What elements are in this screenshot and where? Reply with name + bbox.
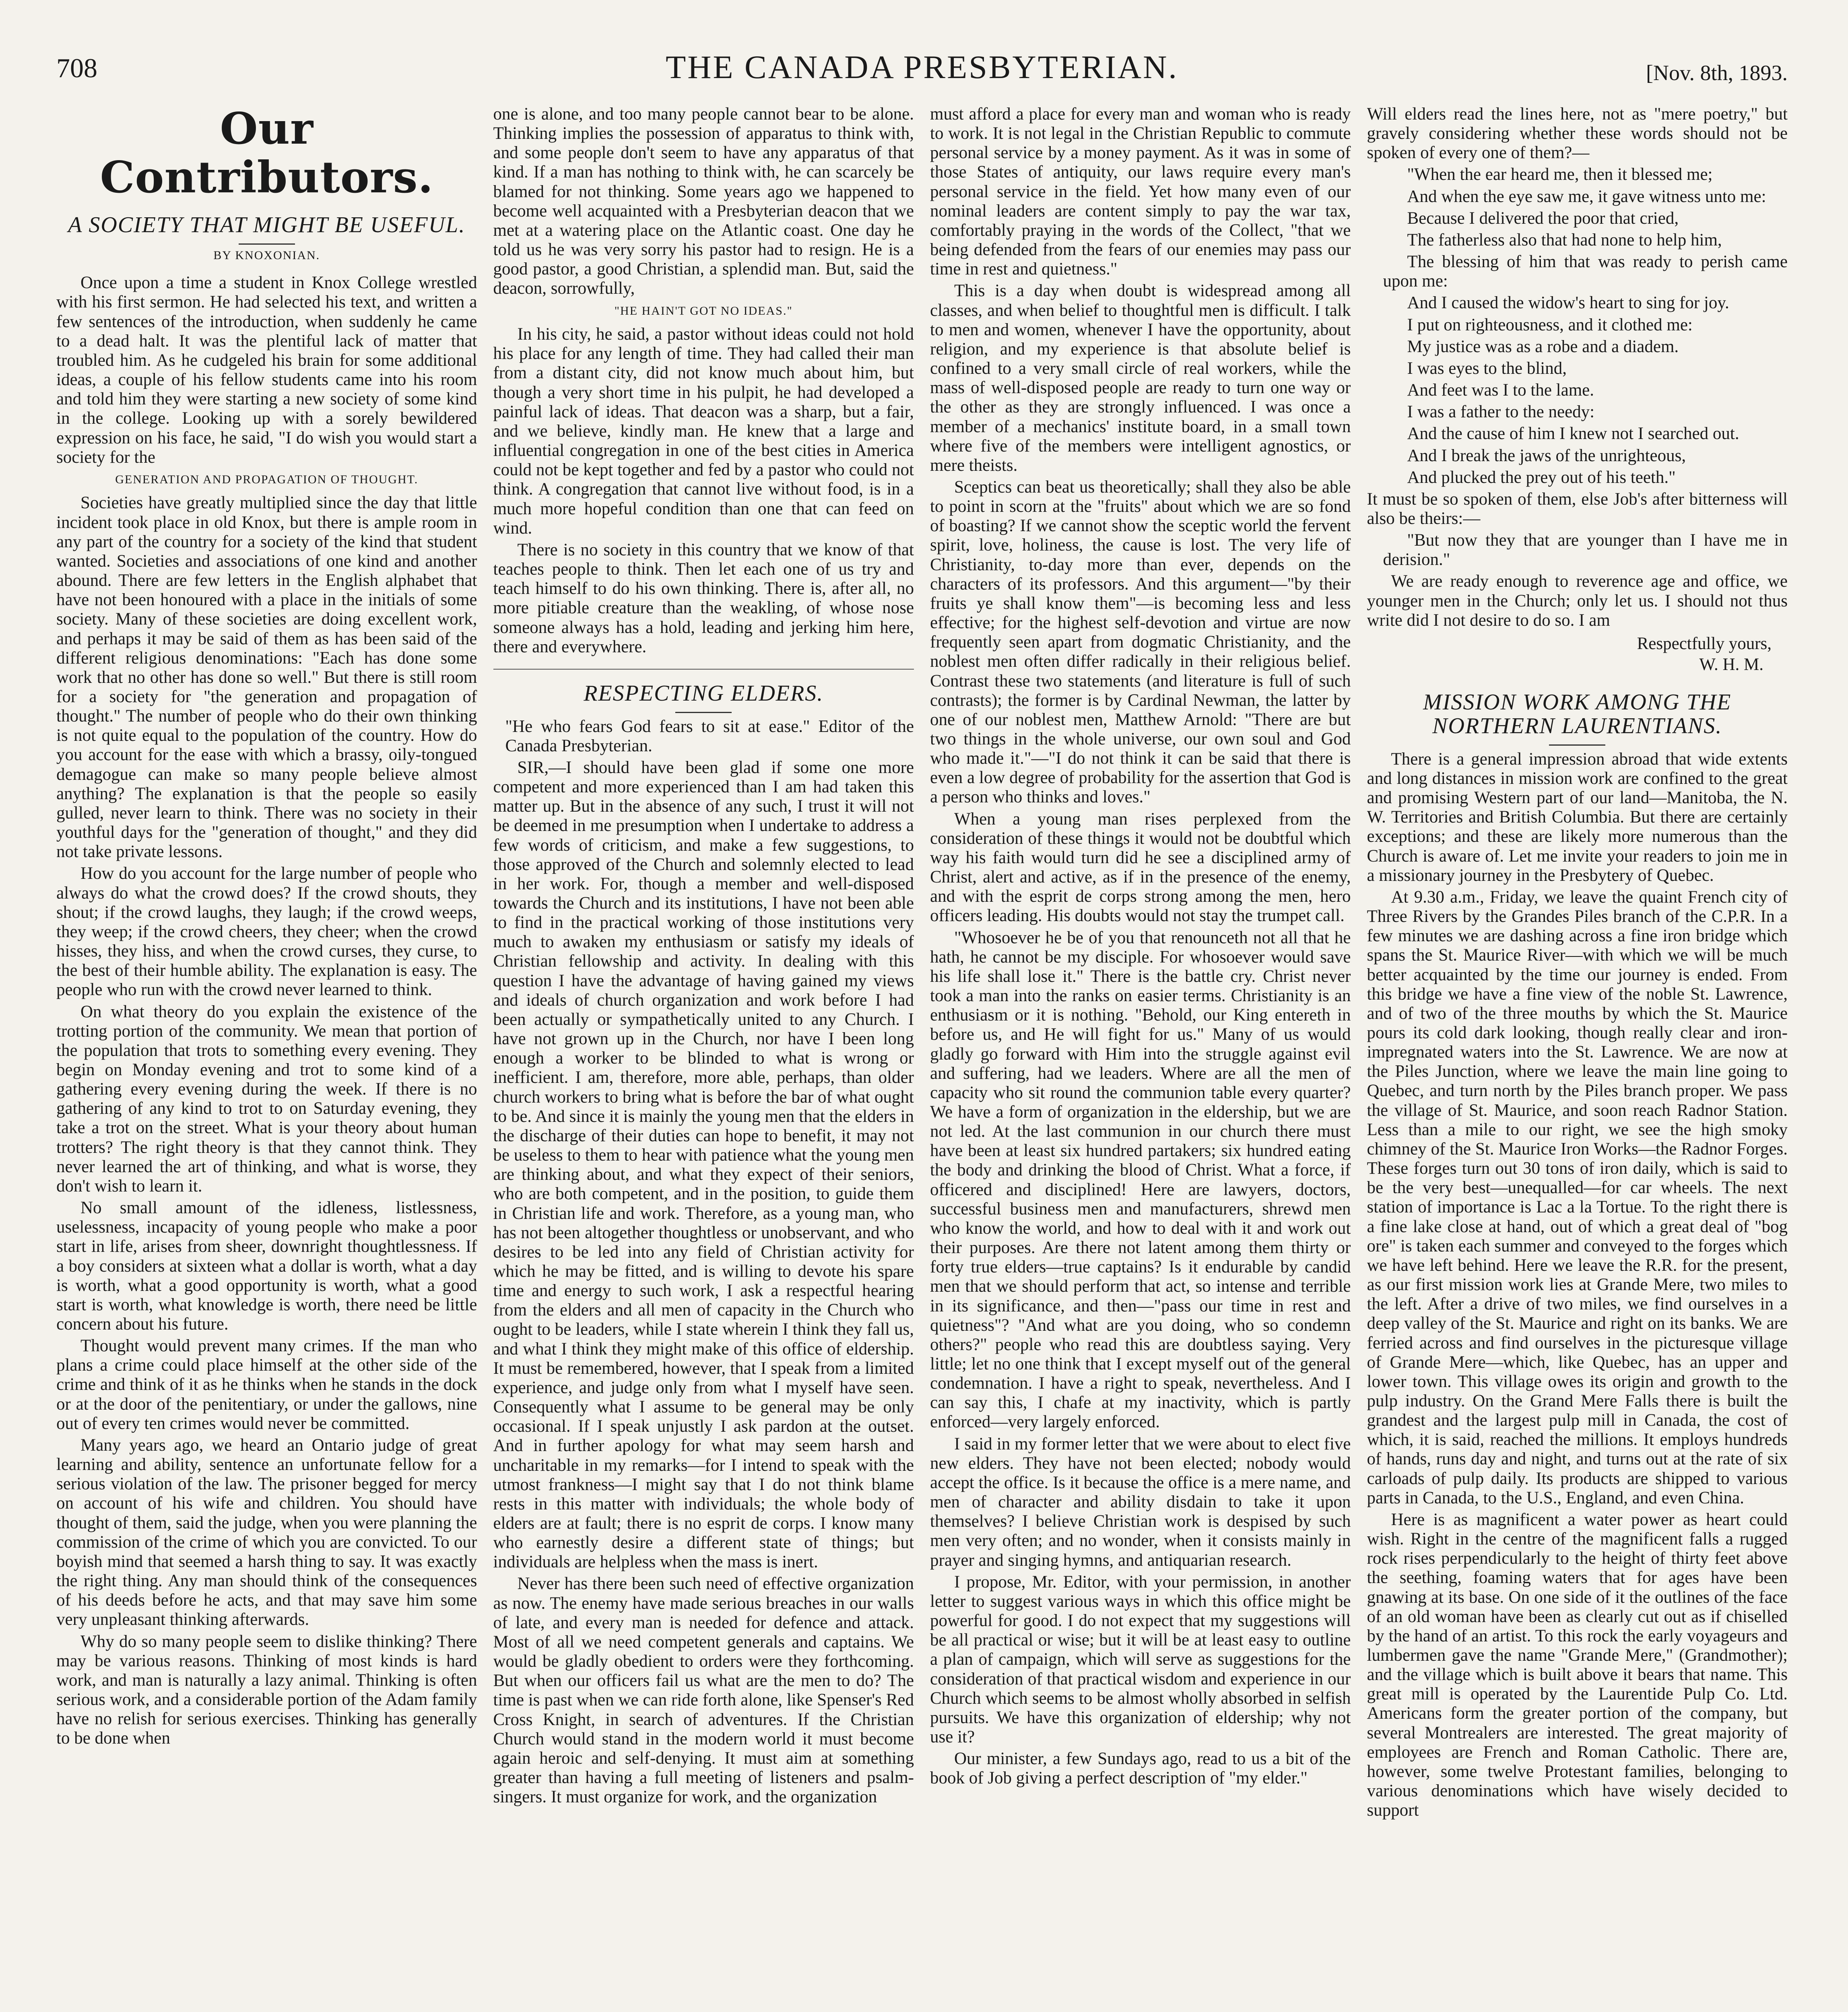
paragraph: one is alone, and too many people cannot bear to be alone. Thinking implies the possession of apparatus to think with, and some people don't seem to have any apparatus of that kind. If a man has nothing to think with, he can scarcely be blamed for not thinking. Some years ago we happened to become well acquainted with a Presbyterian deacon that we met at a watering place on the Atlantic coast. One day he told us he was very sorry his pastor had to resign. He is a good pastor, a good Christian, a splendid man. But, said the deacon, sorrowfully, bbox=[493, 105, 914, 298]
paragraph: There is no society in this country that we know of that teaches people to think. Then let each one of us try and teach himself to do his own thinking. There is, after all, no more pitiable creature than the weakling, of whose nose someone always has a hold, leading and jerking him here, there and everywhere. bbox=[493, 540, 914, 656]
column-3 bbox=[930, 105, 1351, 2012]
verse-line: And the cause of him I knew not I searched out. bbox=[1407, 424, 1739, 443]
verse-block bbox=[1367, 165, 1788, 487]
paragraph: Sceptics can beat us theoretically; shall they also be able to point in scorn at the "fruits" about which we are so fond of boasting? If we cannot show the sceptic world the fervent spirit, love, holiness, the cause is lost. The very life of Christianity, to-day more than ever, depends on the characters of its professors. And this argument—"by their fruits ye shall know them"—is becoming less and less effective; for the highest self-devotion and virtue are now frequently seen apart from dogmatic Christianity, and the noblest men often differ radically in their religious belief. Contrast these two statements (and literature is full of such contrasts); the former is by Cardinal Newman, the latter by one of our noblest men, Matthew Arnold: "There are but two things in the whole universe, our own soul and God who made it."—"I do not think it can be said that there is even a low degree of probability for the assertion that God is a person who thinks and loves." bbox=[930, 477, 1351, 807]
verse-line: The fatherless also that had none to help him, bbox=[1407, 230, 1722, 249]
verse-line: "When the ear heard me, then it blessed me; bbox=[1407, 165, 1713, 184]
verse-line: The blessing of him that was ready to perish came upon me: bbox=[1383, 252, 1788, 291]
article-title-text: MISSION WORK AMONG THE NORTHERN LAURENTIANS. bbox=[1423, 690, 1732, 739]
paragraph: How do you account for the large number of people who always do what the crowd does? If the crowd shouts, they shout; if the crowd laughs, they laugh; if the crowd weeps, they weep; if the crowd cheers, they cheer; when the crowd hisses, they hiss, and when the crowd curses, they curse, to the best of their humble ability. The explanation is easy. The people who run with the crowd never learned to think. bbox=[56, 864, 477, 1000]
article-title-elders bbox=[493, 682, 914, 713]
verse-line: And when the eye saw me, it gave witness unto me: bbox=[1407, 187, 1766, 206]
section-heading: Our Contributors. bbox=[100, 105, 434, 203]
author-initials: W. H. M. bbox=[1699, 655, 1763, 674]
paragraph: Here is as magnificent a water power as heart could wish. Right in the centre of the magnificent falls a rugged rock rises perpendicularly to the height of thirty feet above the seething, foaming waters that for ages have been gnawing at its base. On one side of it the outlines of the face of an old woman have been as clearly cut out as if chiselled by the hand of an artist. To this rock the early voyageurs and lumbermen gave the name "Grande Mere," (Grandmother); and the village which is built above it bears that name. This great mill is operated by the Laurentide Pulp Co. Ltd. Americans form the greater portion of the company, but several Montrealers are interested. The great majority of employees are French and Roman Catholic. There are, however, some twelve Protestant families, belonging to various denominations which have wisely decided to support bbox=[1367, 1510, 1788, 1820]
paragraph: Why do so many people seem to dislike thinking? There may be various reasons. Thinking of most kinds is hard work, and man is naturally a lazy animal. Thinking is often serious work, and a considerable portion of the Adam family have no relish for serious exercises. Thinking has generally to be done when bbox=[56, 1632, 477, 1748]
paragraph: Our minister, a few Sundays ago, read to us a bit of the book of Job giving a perfect description of "my elder." bbox=[930, 1749, 1351, 1788]
title-rule bbox=[675, 712, 732, 713]
paragraph: Thought would prevent many crimes. If the man who plans a crime could place himself at the other side of the crime and think of it as he thinks when he stands in the dock or at the door of the penitentiary, or under the gallows, nine out of every ten crimes would never be committed. bbox=[56, 1336, 477, 1433]
paragraph: I propose, Mr. Editor, with your permission, in another letter to suggest various ways in which this office might be powerful for good. I do not expect that my suggestions will be all practical or wise; but it will be at least easy to outline a plan of campaign, which will serve as suggestions for the consideration of that practical wisdom and experience in our Church which seems to be almost wholly absorbed in selfish pursuits. We have this organization of eldership; why not use it? bbox=[930, 1572, 1351, 1746]
paragraph: There is a general impression abroad that wide extents and long distances in mission work are confined to the great and promising Western part of our land—Manitoba, the N. W. Territories and British Columbia. But there are certainly exceptions; and these are likely more numerous than the Church is aware of. Let me invite your readers to join me in a missionary journey in the Presbytery of Quebec. bbox=[1367, 749, 1788, 885]
paragraph: At 9.30 a.m., Friday, we leave the quaint French city of Three Rivers by the Grandes Piles branch of the C.P.R. In a few minutes we are dashing across a fine iron bridge which spans the St. Maurice River—with which we will be much better acquainted by the time our journey is ended. From this bridge we have a fine view of the noble St. Lawrence, and of two of the three mouths by which the St. Maurice pours its cold dark looking, though really clear and iron-impregnated waters into the St. Lawrence. We are now at the Piles Junction, where we leave the main line going to Quebec, and turn north by the Piles branch proper. We pass the village of St. Maurice, and soon reach Radnor Station. Less than a mile to our right, we see the high smoky chimney of the St. Maurice Iron Works—the Radnor Forges. These forges turn out 30 tons of iron daily, which is said to be the very best—unequalled—for car wheels. The next station of importance is Lac a la Tortue. To the right there is a fine lake close at hand, out of which a great deal of "bog ore" is taken each summer and conveyed to the forges which we have left behind. Here we leave the R.R. for the present, as our first mission work lies at Grande Mere, two miles to the left. After a drive of two miles, we find ourselves in a deep valley of the St. Maurice and right on its banks. We are ferried across and find ourselves in the picturesque village of Grande Mere—which, like Quebec, has an upper and lower town. This village owes its origin and growth to the pulp industry. On the Grand Mere Falls there is built the grandest and the largest pulp mill in Canada, the cost of which, it is said, reached the millions. It employs hundreds of hands, runs day and night, and turns out at the rate of six carloads of pulp daily. Its products are shipped to various parts in Canada, to the U.S., England, and even China. bbox=[1367, 887, 1788, 1507]
caps-line: GENERATION AND PROPAGATION OF THOUGHT. bbox=[115, 472, 419, 486]
verse-line: I was a father to the needy: bbox=[1407, 402, 1595, 422]
article-title-mission bbox=[1367, 691, 1788, 746]
verse-line: Because I delivered the poor that cried, bbox=[1407, 208, 1679, 228]
article-title-text: A SOCIETY THAT MIGHT BE USEFUL. bbox=[68, 212, 466, 237]
verse-line: I was eyes to the blind, bbox=[1407, 359, 1567, 378]
paragraph: This is a day when doubt is widespread among all classes, and when belief to thoughtful men is difficult. I talk to men and women, whenever I have the opportunity, about religion, and my experience is that absolute belief is confined to a very small circle of real workers, while the mass of well-disposed people are ready to turn one way or the other as they are strongly influenced. I was once a member of a mechanics' institute board, in a small town where five of the members were intelligent agnostics, or mere theists. bbox=[930, 281, 1351, 475]
column-2 bbox=[493, 105, 914, 2012]
paragraph: When a young man rises perplexed from the consideration of these things it would not be doubtful which way his faith would turn did he see a disciplined army of Christ, alert and active, as if in the presence of the enemy, and with the esprit de corps strong among the men, hero officers leading. His doubts would not stay the trumpet call. bbox=[930, 809, 1351, 926]
paragraph: I said in my former letter that we were about to elect five new elders. They have not been elected; nobody would accept the office. Is it because the office is a mere name, and men of character and ability disdain to take it upon themselves? I believe Christian work is despised by such men very often; and no wonder, when it consists mainly in prayer and singing hymns, and antiquarian research. bbox=[930, 1434, 1351, 1570]
paragraph: Societies have greatly multiplied since the day that little incident took place in old Knox, but there is ample room in any part of the country for a society of the kind that student wanted. Societies and associations of one kind and another abound. There are few letters in the English alphabet that have not been honoured with a place in the initials of some society. Many of these societies are doing excellent work, and perhaps it may be said of them as has been said of the different religious denominations: "Each has done some work that no other has done so well." But there is still room for a society for "the generation and propagation of thought." The number of people who do their own thinking is not quite equal to the population of the country. How do you account for the ease with which a brassy, oily-tongued demagogue can make so many people believe almost anything? The explanation is that the people so easily gulled, never learn to think. There was no society in their youthful days for the "generation of thought," and they did not take private lessons. bbox=[56, 493, 477, 862]
paragraph: must afford a place for every man and woman who is ready to work. It is not legal in the Christian Republic to commute personal service by a money payment. As it was in some of those States of antiquity, our laws require every man's personal service in the field. Yet how many even of our nominal leaders are content simply to pay the war tax, comfortably praying in the words of the Collect, "that we being defended from the fears of our enemies may pass our time in rest and quietness." bbox=[930, 105, 1351, 279]
signoff: Respectfully yours, bbox=[1637, 634, 1772, 653]
paragraph: On what theory do you explain the existence of the trotting portion of the community. We mean that portion of the population that trots to something every evening. They begin on Monday evening and trot to some kind of a gathering every evening during the week. If there is no gathering of any kind to trot to on Saturday evening, they take a trot on the street. What is your theory about human trotters? The right theory is that they cannot think. They never learned the art of thinking, and what is worse, they don't wish to learn it. bbox=[56, 1002, 477, 1196]
masthead bbox=[56, 44, 1788, 105]
title-rule bbox=[1549, 744, 1605, 746]
paragraph: In his city, he said, a pastor without ideas could not hold his place for any length of time. They had called their man from a distant city, did not know much about him, but though a very short time in his pulpit, he had developed a painful lack of ideas. That deacon was a sharp, but a fair, and we believe, kindly man. He knew that a large and influential congregation in one of the best cities in America could not be kept together and fed by a pastor who could not think. A congregation that cannot live without food, is in a much more hopeful condition than one that can feed on wind. bbox=[493, 325, 914, 538]
column-4 bbox=[1367, 105, 1788, 2012]
paragraph: "Whosoever he be of you that renounceth not all that he hath, he cannot be my disciple. For whosoever would save his life shall lose it." There is the battle cry. Christ never took a man into the ranks on easier terms. Christianity is an enthusiasm or it is nothing. "Behold, our King entereth in before us, and He will fight for us." Many of us would gladly go forward with Him into the struggle against evil and suffering, had we leaders. Where are all the men of capacity who sit round the communion table every quarter? We have a form of organization in the eldership, but we are not led. At the last communion in our church there must have been at least six hundred partakers; six hundred eating the body and drinking the blood of Christ. What a force, if officered and disciplined! Here are lawyers, doctors, successful business men and manufacturers, shrewd men who know the world, and how to deal with it and work out their purposes. Are there not latent among them thirty or forty true elders—true captains? Is it endurable by candid men that we should perform that act, so intense and terrible in its significance, and then—"pass our time in rest and quietness"? "And what are you doing, who so condemn others?" people who read this are doubtless saying. Very little; let no one think that I except myself out of the general condemnation. I have a right to speak, nevertheless. And I can say this, I chafe at my inactivity, which is partly enforced—very largely enforced. bbox=[930, 928, 1351, 1432]
verse-line: And plucked the prey out of his teeth." bbox=[1407, 468, 1676, 487]
text-columns bbox=[56, 105, 1788, 2012]
article-title-society bbox=[56, 213, 477, 245]
verse-line: And feet was I to the lame. bbox=[1407, 381, 1594, 400]
verse-line: I put on righteousness, and it clothed me: bbox=[1407, 315, 1693, 334]
section-divider bbox=[493, 669, 914, 670]
verse-line: And I break the jaws of the unrighteous, bbox=[1407, 446, 1686, 465]
caps-line: "HE HAIN'T GOT NO IDEAS." bbox=[614, 304, 793, 317]
epigraph: "He who fears God fears to sit at ease." Editor of the Canada Presbyterian. bbox=[505, 717, 914, 755]
paragraph: SIR,—I should have been glad if some one more competent and more experienced than I am had taken this matter up. But in the absence of any such, I trust it will not be deemed in me presumption when I undertake to address a few words of criticism, and make a few suggestions, to those approved of the Church and solemnly elected to lead in her work. For, though a member and well-disposed towards the Church and its institutions, I have not been able to find in the practical working of those institutions very much to awaken my enthusiasm or satisfy my ideals of Christian fellowship and activity. In dealing with this question I have the advantage of having gained my views and ideals of church organization and work before I had been actually or sympathetically united to any Church. I have not grown up in the Church, nor have I been long enough a worker to be blinded to what is wrong or inefficient. I am, therefore, more able, perhaps, than older church workers to bring what is before the bar of what ought to be. And since it is mainly the young men that the elders in the discharge of their duties can hope to benefit, it may not be useless to them to hear with patience what the young men are thinking about, and what they expect of their seniors, who are both competent, and in the position, to guide them in Christian life and work. Therefore, as a young man, who has not been altogether thoughtless or unobservant, and who desires to be led into any field of Christian activity for which he may be fitted, and is willing to devote his spare time and energy to such work, I ask a respectful hearing from the elders and all men of capacity in the Church who ought to be leaders, while I state wherein I think they fall us, and what I think they might make of this office of eldership. It must be remembered, however, that I speak from a limited experience, and judge only from what I myself have seen. Consequently what I assume to be general may be only occasional. If I speak unjustly I ask pardon at the outset. And in further apology for what may seem harsh and uncharitable in my remarks—for I intend to speak with the utmost frankness—I might say that I do not think blame rests in this matter with individuals; the whole body of elders are at fault; there is no esprit de corps. I know many who earnestly desire a different state of things; but individuals are helpless when the mass is inert. bbox=[493, 758, 914, 1572]
column-1 bbox=[56, 105, 477, 2012]
page-number: 708 bbox=[56, 53, 97, 83]
paragraph: Will elders read the lines here, not as "mere poetry," but gravely considering whether these words should not be spoken of every one of them?— bbox=[1367, 105, 1788, 163]
verse-line: And I caused the widow's heart to sing for joy. bbox=[1407, 293, 1729, 313]
byline: BY KNOXONIAN. bbox=[213, 248, 320, 262]
publication-title: THE CANADA PRESBYTERIAN. bbox=[666, 49, 1178, 85]
paragraph: Never has there been such need of effective organization as now. The enemy have made serious breaches in our walls of late, and every man is needed for defence and attack. Most of all we need competent generals and captains. We would be gladly obedient to orders were they forthcoming. But when our officers fail us what are the men to do? The time is past when we can ride forth alone, like Spenser's Red Cross Knight, in search of adventures. If the Christian Church would stand in the modern world it must become again heroic and self-denying. It must aim at something greater than having a full meeting of listeners and psalm-singers. It must organize for work, and the organization bbox=[493, 1574, 914, 1807]
paragraph: Once upon a time a student in Knox College wrestled with his first sermon. He had selected his text, and written a few sentences of the introduction, when suddenly he came to a dead halt. It was the plentiful lack of matter that troubled him. As he cudgeled his brain for some additional ideas, a couple of his fellow students came into his room and told him they were starting a new society of some kind in the college. Looking up with a sorely bewildered expression on his face, he said, "I do wish you would start a society for the bbox=[56, 273, 477, 467]
paragraph: No small amount of the idleness, listlessness, uselessness, incapacity of young people who make a poor start in life, arises from sheer, downright thoughtlessness. If a boy considers at sixteen what a dollar is worth, what a day is worth, what a good opportunity is worth, what a good start is worth, what knowledge is worth, there need be little concern about his future. bbox=[56, 1198, 477, 1334]
verse-line: "But now they that are younger than I have me in derision." bbox=[1383, 531, 1788, 569]
paragraph: Many years ago, we heard an Ontario judge of great learning and ability, sentence an unfortunate fellow for a serious violation of the law. The prisoner begged for mercy on account of his wife and children. You should have thought of them, said the judge, when you were planning the commission of the crime of which you are convicted. To our boyish mind that seemed a harsh thing to say. It was exactly the right thing. Any man should think of the consequences of his deeds before he acts, and that may save him some very unpleasant thinking afterwards. bbox=[56, 1435, 477, 1629]
title-rule bbox=[239, 243, 295, 245]
issue-date: [Nov. 8th, 1893. bbox=[1646, 61, 1788, 85]
article-title-text: RESPECTING ELDERS. bbox=[584, 680, 824, 706]
verse-line: My justice was as a robe and a diadem. bbox=[1407, 337, 1679, 356]
paragraph: We are ready enough to reverence age and office, we younger men in the Church; only let us. I should not thus write did I not desire to do so. I am bbox=[1367, 572, 1788, 630]
paragraph: It must be so spoken of them, else Job's after bitterness will also be theirs:— bbox=[1367, 489, 1788, 528]
